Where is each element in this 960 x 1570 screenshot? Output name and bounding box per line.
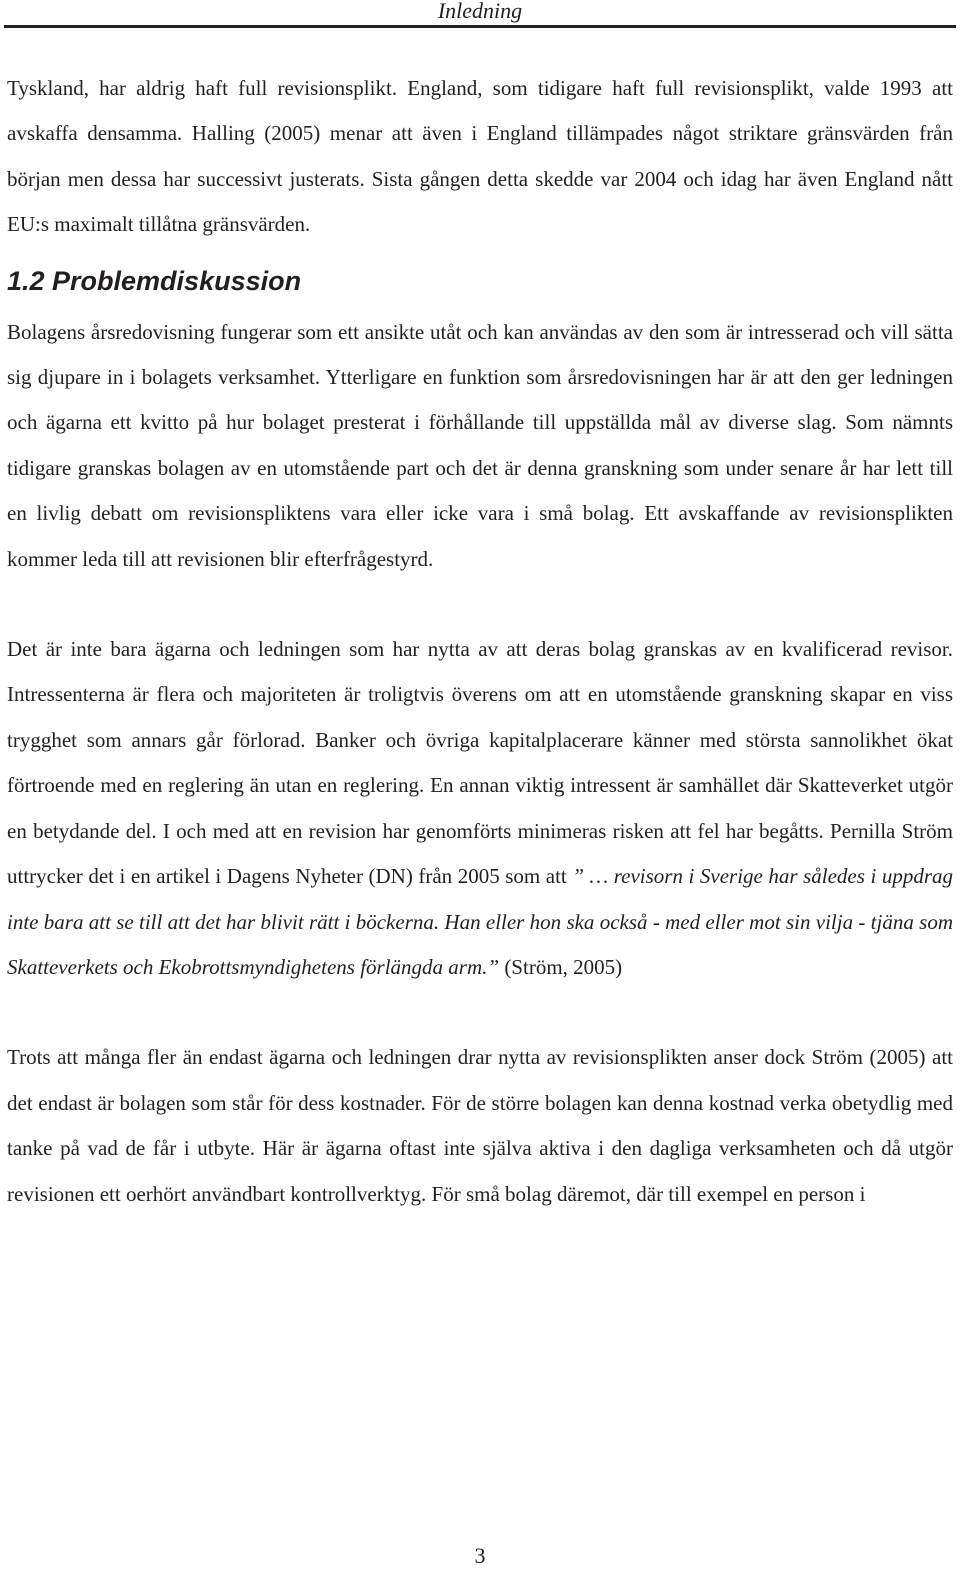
- paragraph-problem-discussion: Bolagens årsredovisning fungerar som ett ansikte utåt och kan användas av den som är intresserad och vill sätta sig djupare in i bolagets verksamhet. Ytterligare en funktion som årsredovisningen har är att den ger ledningen och ägarna ett kvitto på hur bolaget presterat i förhållande till uppställda mål av diverse slag. Som nämnts tidigare granskas bolagen av en utomstående part och det är denna granskning som under senare år har lett till en livlig debatt om revisionspliktens vara eller icke vara i små bolag. Ett avskaffande av revisionsplikten kommer leda till att revisionen blir efterfrågestyrd.: [7, 319, 953, 571]
- page-number: 3: [474, 1543, 486, 1568]
- header-rule: [4, 25, 956, 28]
- spacer: [7, 990, 953, 1035]
- block-quote: ” … revisorn i Sverige har således i uppdrag inte bara att se till att det har blivit rätt i böckerna. Han eller hon ska också - med eller mot sin vilja - tjäna som Skatteverkets och Ekobrottsmyndighetens förlängda arm.”: [7, 864, 954, 979]
- page-body: [7, 66, 953, 1217]
- paragraph-costs: Trots att många fler än endast ägarna och ledningen drar nytta av revisionsplikten anser dock Ström (2005) att det endast är bolagen som står för dess kostnader. För de större bolagen kan denna kostnad verka obetydlig med tanke på vad de får i utbyte. Här är ägarna oftast inte själva aktiva i den dagliga verksamheten och då utgör revisionen ett oerhört användbart kontrollverktyg. För små bolag däremot, där till exempel en person i: [7, 1045, 953, 1206]
- paragraph-intro-continuation: Tyskland, har aldrig haft full revisionsplikt. England, som tidigare haft full revisionsplikt, valde 1993 att avskaffa densamma. Halling (2005) menar att även i England tillämpades något striktare gränsvärden från början men dessa har successivt justerats. Sista gången detta skedde var 2004 och idag har även England nått EU:s maximalt tillåtna gränsvärden.: [7, 76, 953, 237]
- spacer: [7, 582, 953, 627]
- spacer: [7, 248, 953, 262]
- running-header: Inledning: [437, 0, 523, 23]
- section-heading: 1.2 Problemdiskussion: [7, 265, 302, 296]
- paragraph-stakeholders: [7, 627, 953, 990]
- quote-citation: (Ström, 2005): [504, 954, 623, 979]
- paragraph-stakeholders-text: Det är inte bara ägarna och ledningen som har nytta av att deras bolag granskas av en kvalificerad revisor. Intressenterna är flera och majoriteten är troligtvis överens om att en utomstående granskning skapar en viss trygghet som annars går förlorad. Banker och övriga kapitalplacerare känner med största sannolikhet ökat förtroende med en reglering än utan en reglering. En annan viktig intressent är samhället där Skatteverket utgör en betydande del. I och med att en revision har genomförts minimeras risken att fel har begåtts. Pernilla Ström uttrycker det i en artikel i Dagens Nyheter (DN) från 2005 som att: [7, 637, 953, 889]
